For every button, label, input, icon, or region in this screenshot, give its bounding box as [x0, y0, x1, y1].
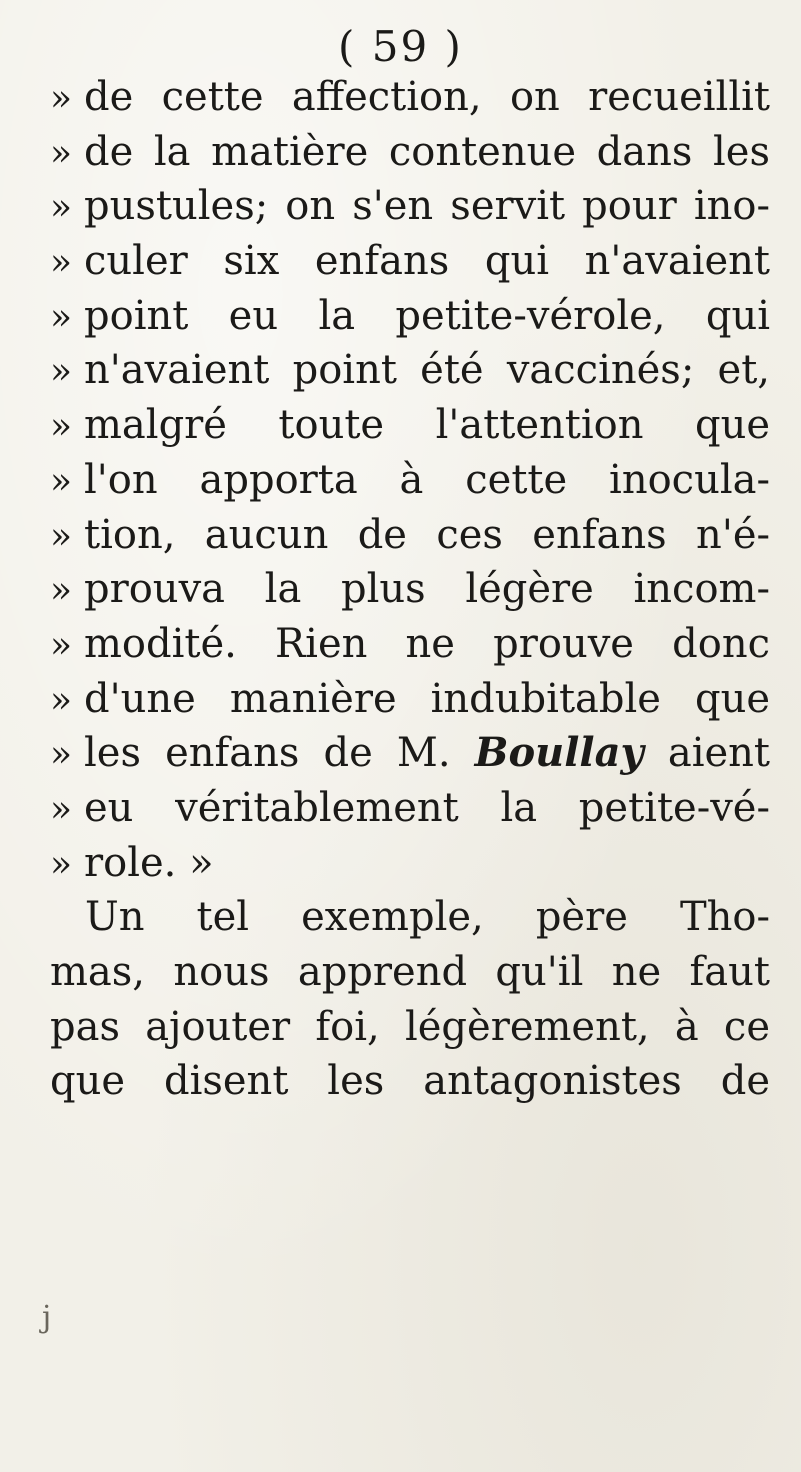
line-text: eu véritablement la petite-vé-	[84, 784, 770, 831]
text-line	[50, 890, 770, 945]
quote-mark: »	[50, 296, 73, 338]
quote-mark: »	[50, 624, 73, 666]
line-text: pustules; on s'en servit pour ino-	[84, 183, 770, 230]
text-line	[50, 343, 770, 398]
quote-mark: »	[50, 78, 73, 119]
text-line	[50, 289, 770, 344]
line-text: role. »	[84, 839, 214, 886]
text-line	[50, 179, 770, 234]
quote-mark: »	[50, 132, 73, 174]
text-line	[50, 453, 770, 508]
quote-mark: »	[50, 734, 73, 776]
bottom-mark: j	[42, 1300, 52, 1335]
line-text: modité. Rien ne prouve donc	[84, 620, 770, 667]
line-text: de cette affection, on recueillit	[84, 74, 770, 120]
quote-mark: »	[50, 570, 73, 612]
quote-mark: »	[50, 187, 73, 229]
text-line	[50, 781, 770, 836]
line-text: l'on apporta à cette inocula-	[84, 456, 770, 503]
line-text: Un tel exemple, père Tho-	[85, 894, 770, 941]
quote-mark: »	[50, 460, 73, 502]
line-text: de la matière contenue dans les	[84, 128, 770, 175]
text-line	[50, 125, 770, 180]
line-text-before: les enfans de M.	[84, 730, 475, 777]
text-line	[50, 562, 770, 617]
text-line	[50, 945, 770, 1000]
text-line	[50, 672, 770, 727]
text-line	[50, 617, 770, 672]
text-line	[50, 234, 770, 289]
line-text: que disent les antagonistes de	[50, 1058, 770, 1105]
text-line	[50, 726, 770, 781]
page-number: ( 59 )	[338, 22, 463, 71]
line-text: d'une manière indubitable que	[84, 675, 770, 722]
line-text: tion, aucun de ces enfans n'é-	[84, 511, 770, 558]
line-text: prouva la plus légère incom-	[84, 566, 770, 613]
quote-mark: »	[50, 788, 73, 830]
line-text: n'avaient point été vaccinés; et,	[84, 347, 770, 394]
quote-mark: »	[50, 351, 73, 393]
line-text-after: aient	[643, 730, 770, 777]
quote-mark: »	[50, 843, 73, 885]
quote-mark: »	[50, 242, 73, 284]
line-text: culer six enfans qui n'avaient	[84, 238, 770, 285]
italic-name: Boullay	[474, 729, 644, 777]
text-line	[50, 508, 770, 563]
line-text: malgré toute l'attention que	[84, 402, 770, 449]
text-line	[50, 1000, 770, 1055]
quote-mark: »	[50, 679, 73, 721]
quote-mark: »	[50, 515, 73, 557]
text-line	[50, 398, 770, 453]
quote-mark: »	[50, 406, 73, 448]
text-block	[50, 70, 770, 1109]
text-line	[50, 1054, 770, 1109]
line-text: point eu la petite-vérole, qui	[84, 292, 770, 339]
text-line	[50, 70, 770, 125]
line-text: pas ajouter foi, légèrement, à ce	[50, 1003, 770, 1050]
text-line	[50, 836, 770, 891]
line-text: mas, nous apprend qu'il ne faut	[50, 949, 770, 995]
